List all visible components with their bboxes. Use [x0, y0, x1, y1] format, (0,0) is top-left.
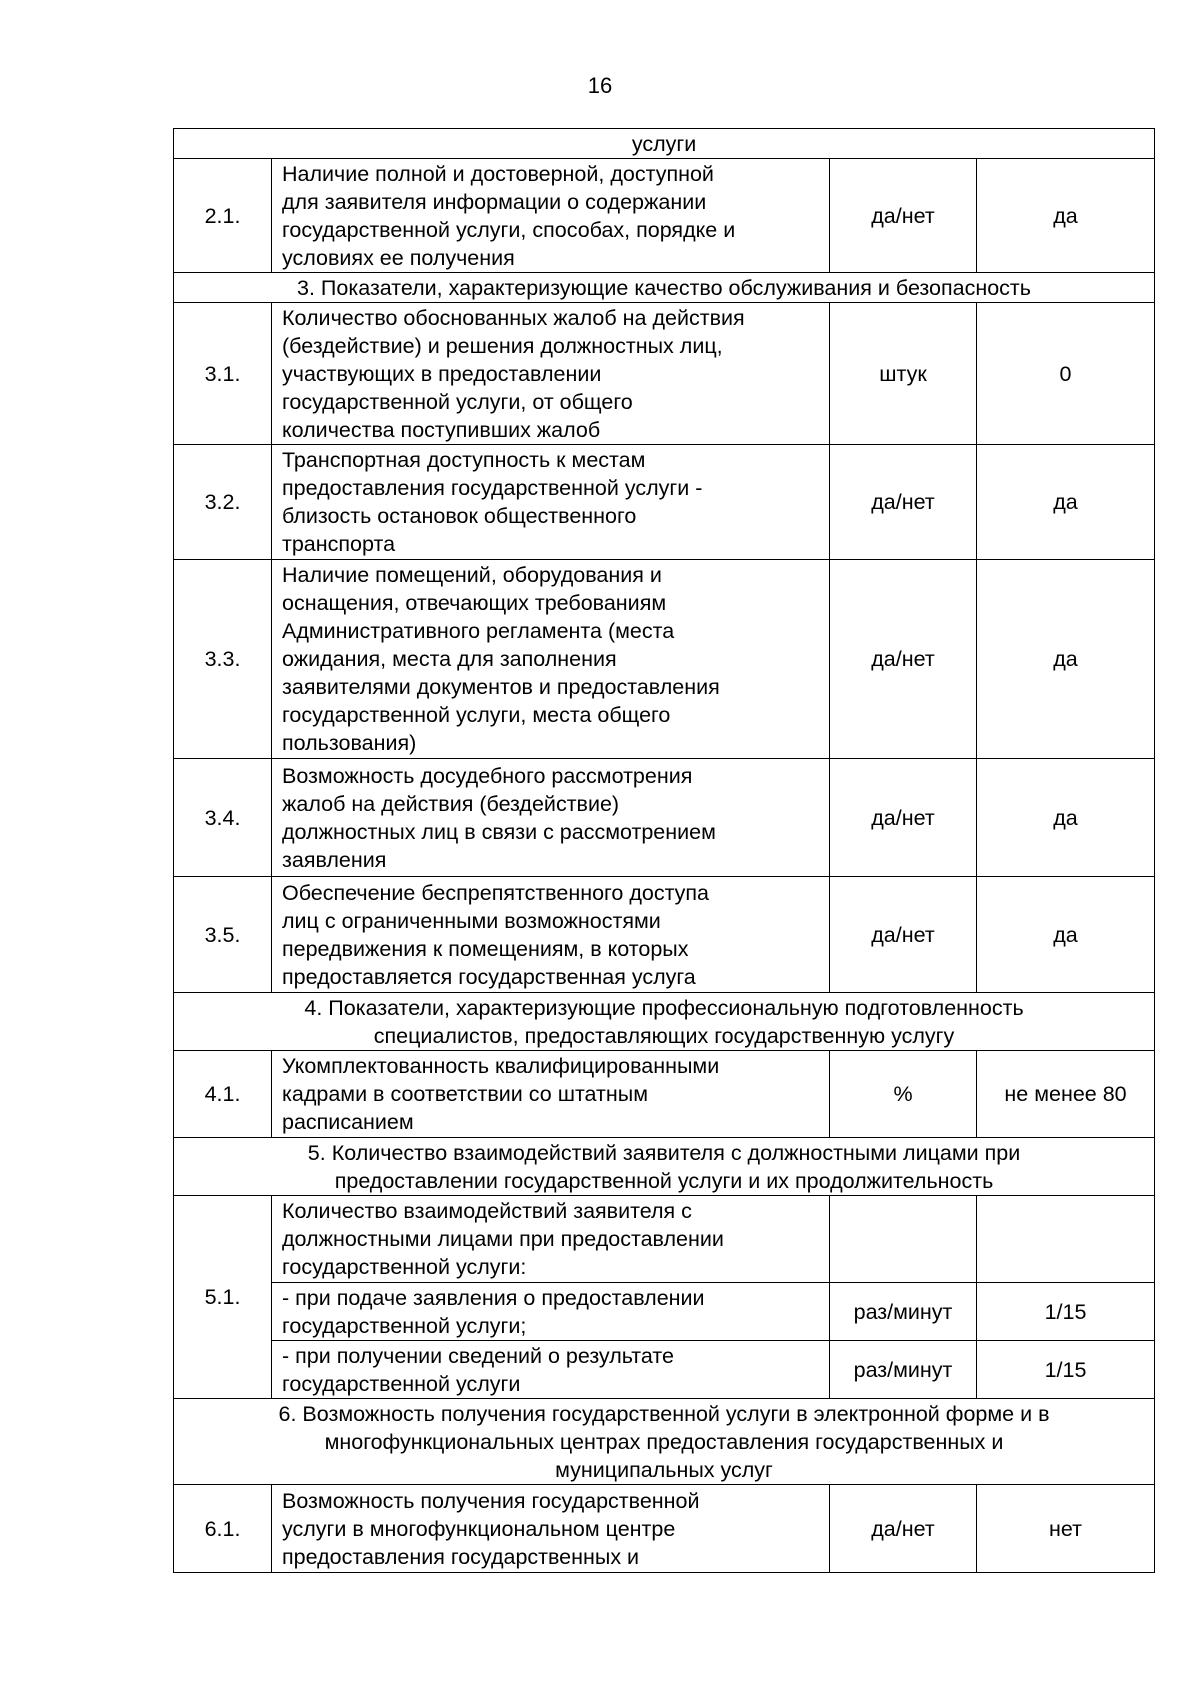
value-cell: 1/15: [977, 1283, 1155, 1341]
value-cell: да: [977, 159, 1155, 273]
table-row: [174, 1341, 1155, 1399]
unit-cell: да/нет: [830, 877, 977, 993]
indicator-description: Количество взаимодействий заявителя с должностными лицами при предоставлении государственной услуги:: [272, 1196, 830, 1283]
value-cell: нет: [977, 1485, 1155, 1573]
unit-cell: [830, 1196, 977, 1283]
row-number: 3.4.: [174, 759, 272, 877]
unit-cell: да/нет: [830, 159, 977, 273]
row-number: 3.1.: [174, 303, 272, 445]
indicator-description: Возможность досудебного рассмотрения жалоб на действия (бездействие) должностных лиц в связи с рассмотрением заявления: [272, 759, 830, 877]
section-row: [174, 1138, 1155, 1196]
row-number: 2.1.: [174, 159, 272, 273]
section-title: 6. Возможность получения государственной услуги в электронной форме и в многофункциональных центрах предоставления государственных и муниципальных услуг: [174, 1399, 1155, 1485]
value-cell: да: [977, 445, 1155, 560]
row-number: 6.1.: [174, 1485, 272, 1573]
unit-cell: да/нет: [830, 445, 977, 560]
indicator-description: Укомплектованность квалифицированными кадрами в соответствии со штатным расписанием: [272, 1051, 830, 1138]
indicator-description: Количество обоснованных жалоб на действия (бездействие) и решения должностных лиц, участвующих в предоставлении государственной услуги, от общего количества поступивших жалоб: [272, 303, 830, 445]
value-cell: да: [977, 560, 1155, 759]
page-number: 16: [587, 73, 613, 98]
value-cell: 1/15: [977, 1341, 1155, 1399]
section-title: 3. Показатели, характеризующие качество обслуживания и безопасность: [174, 273, 1155, 303]
indicator-description: Возможность получения государственной услуги в многофункциональном центре предоставления государственных и: [272, 1485, 830, 1573]
indicator-description: - при подаче заявления о предоставлении государственной услуги;: [272, 1283, 830, 1341]
indicator-description: Наличие помещений, оборудования и оснащения, отвечающих требованиям Административного регламента (места ожидания, места для заполнения заявителями документов и предоставления государственной услуги, места общего пользования): [272, 560, 830, 759]
section-row: [174, 273, 1155, 303]
section-row: [174, 1399, 1155, 1485]
unit-cell: %: [830, 1051, 977, 1138]
table-row: [174, 1196, 1155, 1283]
table-row: [174, 445, 1155, 560]
indicator-description: Наличие полной и достоверной, доступной для заявителя информации о содержании государственной услуги, способах, порядке и условиях ее получения: [272, 159, 830, 273]
value-cell: да: [977, 759, 1155, 877]
section-row: [174, 129, 1155, 159]
table-row: [174, 303, 1155, 445]
value-cell: 0: [977, 303, 1155, 445]
unit-cell: раз/минут: [830, 1341, 977, 1399]
value-cell: не менее 80: [977, 1051, 1155, 1138]
unit-cell: да/нет: [830, 1485, 977, 1573]
table-row: [174, 1485, 1155, 1573]
table-row: [174, 759, 1155, 877]
row-number: 3.5.: [174, 877, 272, 993]
value-cell: да: [977, 877, 1155, 993]
indicators-table: [173, 128, 1155, 1573]
indicator-description: Обеспечение беспрепятственного доступа лиц с ограниченными возможностями передвижения к помещениям, в которых предоставляется государственная услуга: [272, 877, 830, 993]
row-number: 5.1.: [174, 1196, 272, 1399]
row-number: 4.1.: [174, 1051, 272, 1138]
row-number: 3.3.: [174, 560, 272, 759]
section-title: 5. Количество взаимодействий заявителя с должностными лицами при предоставлении государственной услуги и их продолжительность: [174, 1138, 1155, 1196]
value-cell: [977, 1196, 1155, 1283]
table-row: [174, 1051, 1155, 1138]
table-row: [174, 877, 1155, 993]
unit-cell: раз/минут: [830, 1283, 977, 1341]
unit-cell: штук: [830, 303, 977, 445]
section-row: [174, 993, 1155, 1051]
unit-cell: да/нет: [830, 560, 977, 759]
row-number: 3.2.: [174, 445, 272, 560]
table-row: [174, 1283, 1155, 1341]
section-title: 4. Показатели, характеризующие профессиональную подготовленность специалистов, предоставляющих государственную услугу: [174, 993, 1155, 1051]
table-row: [174, 159, 1155, 273]
indicator-description: - при получении сведений о результате государственной услуги: [272, 1341, 830, 1399]
table-row: [174, 560, 1155, 759]
indicator-description: Транспортная доступность к местам предоставления государственной услуги - близость остановок общественного транспорта: [272, 445, 830, 560]
unit-cell: да/нет: [830, 759, 977, 877]
section-title: услуги: [174, 129, 1155, 159]
